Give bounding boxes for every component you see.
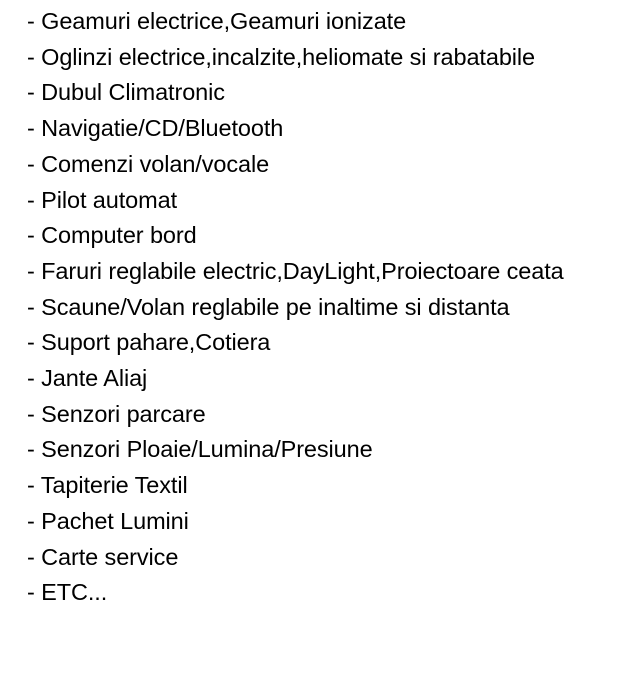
list-item: - Faruri reglabile electric,DayLight,Proiectoare ceata — [27, 257, 564, 284]
list-item: - Pachet Lumini — [27, 507, 189, 534]
list-item: - Oglinzi electrice,incalzite,heliomate si rabatabile — [27, 43, 536, 70]
list-item: - Geamuri electrice,Geamuri ionizate — [27, 8, 407, 34]
list-item: - Computer bord — [27, 222, 197, 249]
list-item: - Dubul Climatronic — [27, 79, 225, 106]
list-item: - Carte service — [27, 543, 179, 570]
list-item: - Tapiterie Textil — [27, 472, 188, 499]
features-list — [27, 4, 627, 611]
list-item: - Senzori Ploaie/Lumina/Presiune — [27, 436, 373, 463]
list-item: - Pilot automat — [27, 186, 178, 213]
list-item: - Jante Aliaj — [27, 365, 148, 392]
list-item: - Senzori parcare — [27, 400, 206, 427]
list-item: - Navigatie/CD/Bluetooth — [27, 115, 284, 142]
list-item: - Suport pahare,Cotiera — [27, 329, 271, 356]
list-item: - ETC... — [27, 579, 108, 606]
list-item: - Comenzi volan/vocale — [27, 150, 270, 177]
list-item: - Scaune/Volan reglabile pe inaltime si distanta — [27, 293, 510, 320]
